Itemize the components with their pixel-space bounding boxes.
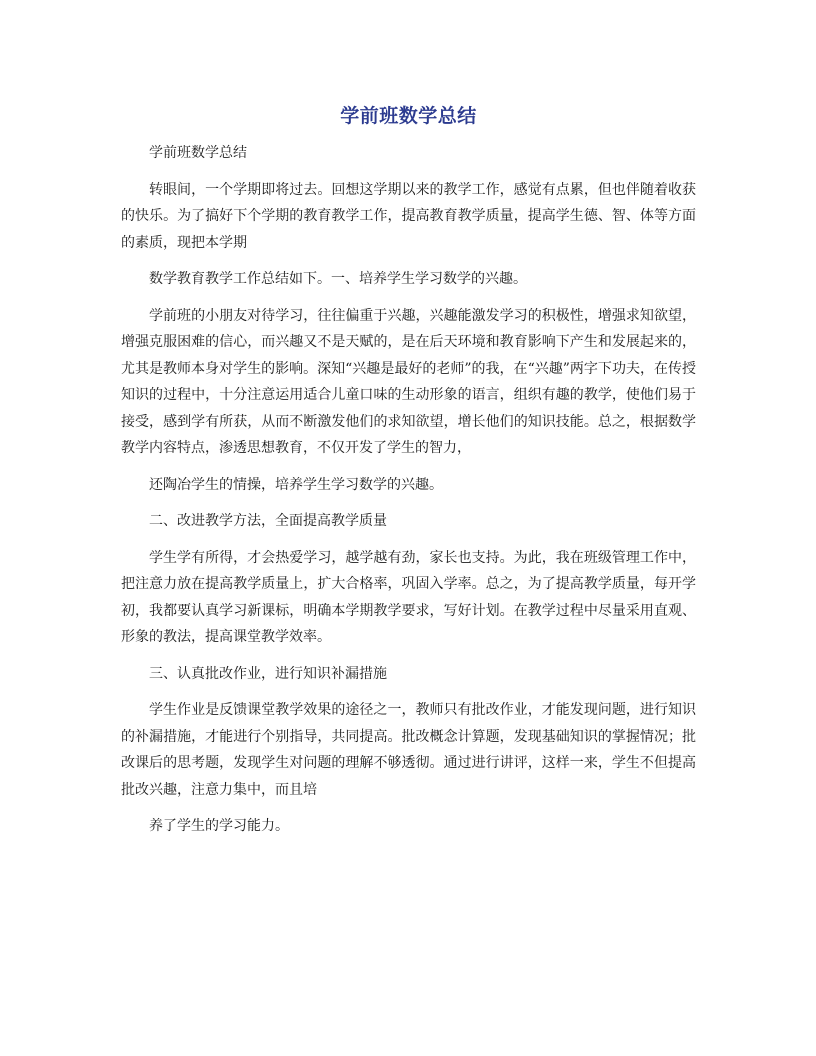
paragraph-subtitle: 学前班数学总结 bbox=[149, 145, 247, 161]
paragraph-intro: 转眼间，一个学期即将过去。回想这学期以来的教学工作，感觉有点累，但也伴随着收获的快乐。为了搞好下个学期的教育教学工作，提高教育教学质量，提高学生德、智、体等方面的素质，现把本学期 bbox=[121, 181, 696, 251]
document-page bbox=[121, 98, 696, 840]
paragraph-interest: 学前班的小朋友对待学习，往往偏重于兴趣，兴趣能激发学习的积极性，增强求知欲望，增强克服困难的信心，而兴趣又不是天赋的，是在后天环境和教育影响下产生和发展起来的，尤其是教师本身对学生的影响。深知“兴趣是最好的老师”的我，在“兴趣”两字下功夫，在传授知识的过程中，十分注意运用适合儿童口味的生动形象的语言，组织有趣的教学，使他们易于接受，感到学有所获，从而不断激发他们的求知欲望，增长他们的知识技能。总之，根据数学教学内容特点，渗透思想教育，不仅开发了学生的智力， bbox=[121, 307, 696, 456]
paragraph-homework-conclusion: 养了学生的学习能力。 bbox=[149, 818, 289, 834]
paragraph-interest-conclusion: 还陶冶学生的情操，培养学生学习数学的兴趣。 bbox=[149, 476, 443, 493]
paragraph-summary-heading: 数学教育教学工作总结如下。一、培养学生学习数学的兴趣。 bbox=[149, 271, 527, 287]
paragraph-methods: 学生学有所得，才会热爱学习，越学越有劲，家长也支持。为此，我在班级管理工作中，把注意力放在提高教学质量上，扩大合格率，巩固入学率。总之，为了提高教学质量，每开学初，我都要认真学习新课标，明确本学期教学要求，写好计划。在教学过程中尽量采用直观、形象的教法，提高课堂教学效率。 bbox=[121, 549, 696, 645]
document-title: 学前班数学总结 bbox=[340, 105, 477, 127]
section-heading-methods: 二、改进教学方法，全面提高教学质量 bbox=[149, 513, 387, 529]
paragraph-homework: 学生作业是反馈课堂教学效果的途径之一，教师只有批改作业，才能发现问题，进行知识的补漏措施，才能进行个别指导，共同提高。批改概念计算题，发现基础知识的掌握情况；批改课后的思考题，发现学生对问题的理解不够透彻。通过进行讲评，这样一来，学生不但提高批改兴趣，注意力集中，而且培 bbox=[121, 702, 696, 798]
section-heading-homework: 三、认真批改作业，进行知识补漏措施 bbox=[149, 665, 387, 682]
